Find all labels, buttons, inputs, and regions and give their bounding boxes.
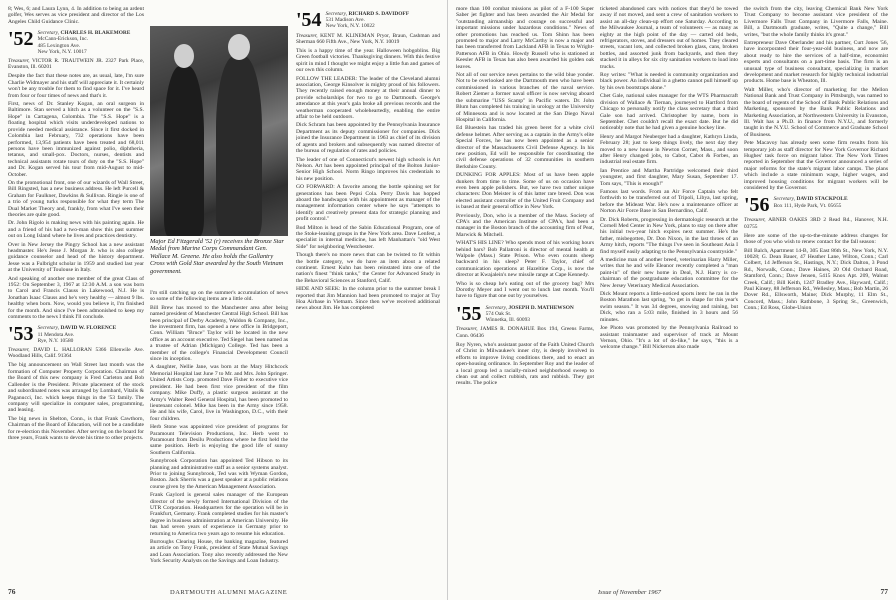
paragraph: And speaking of another one member of the great Class of 1952: On September 3, 1967 at 12:30 A.M. a son was born to Carol and Francis Clauss in Lakewood, N.J. He is Jonathan Isaac Clauss and he's very healthy — almost 9 lbs. healthy when born. Now, would you believe it, I'm finished for the month. And since I've been admonished to keep my comments to the news I think I'll conclude. [8, 275, 144, 321]
right-column-3 [744, 6, 888, 314]
secretary-name: CHARLES H. BLAKEMORE [60, 30, 131, 37]
paragraph: The big news in Shelton, Conn., is that Frank Cawthorn, Chairman of the Board of Education, will not be a candidate for re-election this November. After serving on the board for three years, Frank wants to devote his time to other projects. [8, 415, 144, 441]
treasurer-role: Treasurer, [8, 58, 30, 65]
treasurer-name: ABNER OAKES 3RD [768, 217, 821, 224]
class-year: '53 [8, 323, 34, 346]
address-line: McCann-Erickson, Inc. [37, 36, 89, 43]
officer-figure [164, 66, 204, 236]
page-number: 76 [8, 587, 16, 596]
class-year: '54 [296, 9, 322, 31]
paragraph: DUNKING FOR APPLES: Most of us have been apple dunkers from time to time. Some of us on occasion have even been apple polishers. But, we have two rather unique characters: Don Meister is of this latter rare breed. Don was elected assistant controller of the United Fruit Company and is based at their general office in New York. [456, 172, 594, 211]
treasurer-info [456, 326, 594, 338]
paragraph: Pete Macavoy has already seen some firm results from his temporary job as staff director for New York Governor Richard Hughes' task force on migrant labor. The New York Times reported in September that the Governor announced a series of major reforms for the state's migrant labor camps. The plans which include a state minimum wage, higher wages, and improved housing conditions for migrant workers will be considered by the Governor. [744, 140, 888, 191]
right-page [448, 0, 896, 600]
left-column-2 [150, 290, 288, 567]
class-header-53 [8, 325, 144, 344]
treasurer-info [296, 33, 440, 45]
address-line: New York, N.Y. 10022 [325, 23, 375, 30]
treasurer-name: DAVID L. HALLORAN [33, 347, 92, 354]
paragraph: Walt Miller, who's director of marketing for the Mellon National Bank and Trust Company in Pittsburgh, was named to the board of regents of the School of Bank Public Relations and Marketing, sponsored by the Bank Public Relations and Marketing Association, at Northwestern University in Evanston, Ill. Walt has a Ph.D. in finance from N.Y.U., and formerly taught in the N.Y.U. School of Commerce and Graduate School of Business. [744, 86, 888, 138]
secretary-name: DAVID W. FLORENCE [60, 325, 117, 332]
treasurer-role: Treasurer, [744, 217, 766, 224]
paragraph: more than 100 combat missions as pilot of a F-100 Super Saber jet fighter and has been awarded the Air Medal for "outstanding airmanship and courage on successful and important missions under hazardous conditions." News of other promotions has reached us. Tom Shinn has been promoted to major and Larry McCarthy is now a major and has been transferred from Lackland AFB in Texas to Wright-Patterson AFB in Ohio. Howdy Russell who is stationed at Keesler AFB in Texas has also been awarded his golden oak leaves. [456, 6, 594, 70]
face [228, 34, 250, 60]
secretary-role: Secretary, [773, 196, 796, 203]
treasurer-address: Pryor, Braun, Cashman and Sherman 660 Fifth Ave., New York, N.Y. 10019 [296, 32, 440, 45]
secretary-name: RICHARD S. DAVIDOFF [348, 11, 409, 17]
paragraph: Not all of our service news pertains to the wild blue yonder. Not to be overlooked are the Dartmouth men who have been commissioned in various branches of the naval service. Robert Ziemer a former naval officer is now serving aboard the submarine "USS Scamp" in Pacific waters. Dr. John Blum has completed his training in urology at the University of Minnesota and is now located at the San Diego Naval Hospital in California. [456, 72, 594, 123]
treasurer-role: Treasurer, [456, 326, 478, 333]
treasurer-info [8, 347, 144, 359]
paragraph: Who is so cheap he's eating out of the grocery bag? Mrs Dorothy Meyer and I went out to lunch last month. You'll have to figure that one out by yourselves. [456, 280, 594, 300]
treasurer-address: 2 Read Rd., Hanover, N.H. 03755 [744, 217, 888, 230]
magazine-title: DARTMOUTH ALUMNI MAGAZINE [170, 589, 288, 596]
secretary-role: Secretary, [37, 325, 60, 332]
paragraph: Frank Gaylord is general sales manager of the European director of the newly formed International Division of the UTR Corporation. Headquarters for the operation will be in Frankfurt, Germany. Frank completed studies for his master's degree in business administration at American University. He has had seven years of experience in Germany prior to returning to America two years ago to resume his education. [150, 492, 288, 537]
address-line: Winnetka, Ill. 60093 [485, 317, 530, 324]
paragraph: Bill Brew has moved to the Manchester area after being named president of Manchester Central High School. Bill has been principal of Derby Academy, Waldon & Company, Inc., the investment firm, has opened a new office in Bridgeport, Conn. William "Bruce" Taylor will be located in the new office as an account executive. Ted Siegel has been named as a trustee of Adrian (Michigan) College. Ted has been a member of the college's Financial Development Council since its inception. [150, 304, 288, 363]
paragraph: Roy Nyren, who's assistant pastor of the Faith United Church of Christ in Milwaukee's inner city, is deeply involved in efforts to improve living conditions there, and to enact an open-housing ordinance. In September Roy and the leader of a local group led a racially-mixed neighborhood sweep to clean out and collect rubbish, rats and rubbish. They got results. The police [456, 341, 594, 387]
treasurer-role: Treasurer, [296, 32, 318, 39]
secretary-info [326, 11, 409, 30]
treasurer-address: Box 194, Greens Farms, Conn. 06436 [456, 326, 594, 339]
secretary-role: Secretary, [485, 304, 508, 311]
paragraph: HIDE AND SEEK: In the column prior to the summer break I reported that Jim Mannion had been promoted to major at Tuy Hoa Airbase in Vietnam. Since then we've received additional news about Jim. He has completed [296, 286, 440, 312]
paragraph: WHAT'S HIS LINE? Who spends most of his working hours behind bars? Bob Pallatroni is director of mental health at Walpole (Mass.) State Prison. Who even counts sheep backward in his sleep? Peter F. Taylor, chief of communication operations at Hazeltine Corp., is now the director at Kwajalein's new missile range at Cape Kennedy. [456, 240, 594, 279]
right-column-1 [456, 6, 594, 389]
class-year: '56 [744, 194, 770, 217]
secretary-name: DAVID STACKPOLE [796, 196, 848, 203]
paragraph: The leader of one of Connecticut's newest high schools is Art Nelson. Art has been appointed principal of the Bolton Junior-Senior High School. Norm Ringo improves his credentials to his new position. [296, 156, 440, 182]
paragraph: Henry and Margot Neuberger had a daughter, Kathryn Linda, February 28; just to keep things lively, the next day they moved to a new house in Newton Corner, Mass., and soon after Henry changed jobs, to Cabot, Cabot & Forbes, an industrial real estate firm. [600, 133, 738, 166]
paragraph: Over in New Jersey the Pingry School has a new assistant headmaster. He's Jesse J. Morgan Jr. who is also college guidance counselor and head of the history department. Jesse was a Fulbright scholar in 1959 and studied last year at the University of Toulouse in Italy. [8, 241, 144, 274]
treasurer-info [744, 217, 888, 229]
class-header-52 [8, 30, 144, 55]
paragraph: Bud Milton is head of the Sabin Educational Program, one of the Stoke-leaning groups in the New York area. Dave Lenfest, a specialist in internal medicine, has left Manhattan's "old West Side" for neighboring Westchester. [296, 224, 440, 250]
paragraph: FOLLOW THE LEADER: The leader of the Cleveland alumni association, George Kinsolver is mighty proud of his followers. They recently raised enough money at their annual dinner to provide scholarships for two to go to Dartmouth. George's attendance at this year's gala broke all previous records and the weatherman cooperated wholeheartedly, enabling the entire affair to be held outdoors. [296, 75, 440, 121]
address-line: 531 Madison Ave. [325, 17, 365, 24]
secretary-info [38, 30, 131, 55]
address-line: Box 111, Hyde Park, Vt. 05655 [773, 202, 842, 209]
paragraph: 8; Wes, 6; and Laura Lynn, 4. In addition to being an ardent golfer, Wes serves as vice president and director of the Los Angeles Child Guidance Clinic. [8, 6, 144, 25]
paragraph: A daughter, Nellie Jane, was born at the Mary Hitchcock Memorial Hospital last June 7 to Mr. and Mrs. John Springer. United Artists Corp. promoted Dave Fisher to executive vice president. He had been first vice president of the film company. Mike Duffy, a plastic surgeon assistant at the Army's Walter Reed General Hospital, has been promoted to lieutenant colonel. Mike has been in the Army since 1958. He and his wife, Carol, live in Washington, D.C., with their four children. [150, 364, 288, 422]
paragraph: Chet Gale, national sales manager for the WTS Pharmacraft division of Wallace & Tiernan, journeyed to Hartford from Chicago to personally notify the class secretary that a third Gale son had arrived. Christopher by name, born in September. Chet couldn't recall the exact date. But he did noticeably note that he had given a genuine hockey line. [600, 93, 738, 132]
paragraph: Dick Mount reports a little-noticed sports item: he ran in the Boston Marathon last spring, "to get in shape for this year's swim season." It was 34 degrees, snowing and raining, but Dick, who ran a 5:03 mile, finished in 3 hours and 56 minutes. [600, 291, 738, 323]
paragraph: I'm still catching up on the summer's accumulation of news so some of the following items are a little old. [150, 290, 288, 303]
paragraph: Roy writes: "What is needed is community organization and black power. An individual in a ghetto cannot pull himself up by his own bootstraps alone." [600, 72, 738, 91]
paragraph: ticketed abandoned cars with notices that they'd be towed away if not moved, and sent a crew of sanitation workers to assist an all-day clean-up effort one Saturday. According to the Milwaukee Journal, a team of volunteers — as many as eighty at the high point of the day — carted old beds, refrigerators, stoves, and dressers out of homes. They cleared streets, vacant lots, and collected broken glass, cans, broken bottles, and assorted junk from backyards, and then they stacked it in alleys for six city sanitation workers to load into trucks. [600, 6, 738, 70]
secretary-role: Secretary, [325, 11, 348, 17]
paragraph: Bill Balch, Apartment 14-B, 305 East 86th St., New York, N.Y. 10028; G. Dean Bauer, 47 Heather Lane, Wilton, Conn.; Carl Colbert, 14 Jefferson St., Hastings, N.Y.; Dick Dalton, 3 Pond Rd., Norwalk, Conn.; Dave Haines, 20 Old Orchard Road, Stamford, Conn.; Dave Jensen, 5415 Knox Apt. 209, Walnut Creek, Calif.; Bill Keith, 1247 Bradley Ave., Hayward, Calif.; Paul Kinsey, 88 Jefferson Rd., Wellesley, Mass.; Bob Martin, 26 Dover Rd., Ellsworth, Maine; Dick Murphy, 11 Elm St., Concord, Mass.; John Rathbone, 3 Spring St., Greenwich, Conn.; Ed Ross, Globe-Union [744, 247, 888, 312]
page-number: 77 [880, 587, 888, 596]
treasurer-address: 5366 Ellenwile Ave. Woodland Hills, Calif. 91364 [8, 347, 144, 360]
paragraph: The big announcement on Wall Street last month was the formation of Computer Property Corporation. Chairman of the Board of this new company is Fred Carleton and Bob Callender is the President. Private placement of the stock and subordinated notes was arranged by Lombard, Vitalis & Paganucci, Inc. which keeps things in the '53 family. The company will specialize in computer sales, programming, and leasing. [8, 362, 144, 414]
secretary-info [486, 305, 574, 324]
paragraph: Here are some of the up-to-the-minute address changes for those of you who wish to renew contact for the fall season: [744, 232, 888, 246]
class-header-55 [456, 302, 594, 325]
paragraph: First, news of Dr. Stanley Kogan, an oral surgeon in Baltimore. Stan served a hitch as a volunteer on the "S.S. Hope" in Cartagena, Colombia. The "S.S. Hope" is a floating hospital which visits underdeveloped nations to provide needed medical assistance. Since it first docked in Colombia last February, 732 operations have been performed, 13,954 patients have been treated and 68,011 persons have been immunized against polio, diphtheria, tetanus, and small-pox. Doctors, nurses, dentists and technical assistants rotate tours of duty on the "S.S. Hope" and Dr. Kogan served his tour from mid-August to mid-October. [8, 101, 144, 178]
class-year: '52 [8, 28, 34, 51]
class-header-56 [744, 194, 888, 217]
secretary-info [774, 196, 848, 208]
address-line: 11 Mendota Ave. [37, 331, 75, 338]
class-year: '55 [456, 302, 482, 325]
paragraph: Sunnybrook Corporation has appointed Ted Hibson to its planning and administrative staff as a senior systems analyst. Prior to joining Sunnybrook, Ted was with Wyman Gordon, Boston. Jack Sherris was a guest speaker at a public relations course given by the American Management Association. [150, 458, 288, 490]
paragraph: Ed Bluestein has traded his green beret for a white civil defense helmet. After serving as a captain in the Army's elite Special Forces, he has now been appointed as a senior director of the Massachusetts Civil Defense Agency. In his new position, Ed will be responsible for coordinating the civil defense operations of 32 communities in southern Berkshire County. [456, 125, 594, 170]
address-line: 574 Oak St. [485, 311, 512, 318]
paragraph: Though there's no more news that can be twisted to fit within the bottle category, we do have an item about a related continent. Ernest Kuhn has been reinstated into one of the nation's finest "think tanks," the Center for Advanced Study in the Behavioral Sciences at Stanford, Calif. [296, 252, 440, 284]
paragraph: This is a happy time of the year. Halloween hobgoblins. Big Green football victories. Thanksgiving dinners. With this festive spirit in mind I thought we might enjoy a little fun and games of our own this column. [296, 48, 440, 74]
paragraph: Herb Stone was appointed vice president of programs for Paramount Television Productions, Inc. Herb went to Paramount from Desilu Productions where he first held the same position. Herb is enjoying the good life of sunny Southern California. [150, 424, 288, 456]
secretary-role: Secretary, [37, 30, 60, 37]
paragraph: Entrepreneur Dave Oberlander and his partner, Curt Jones '56, have incorporated their four-year-old business, and now are about ready to hire the services of a half-time, economist experts and consultants on a part-time basis. The firm is an unusual type of business consultant, specializing in market development and market research for highly technical industrial products. Home base is Wheaton, Ill. [744, 40, 888, 85]
treasurer-address: 2327 Park Place, Evanston, Ill. 60201 [8, 58, 144, 71]
treasurer-role: Treasurer, [8, 347, 30, 354]
paragraph: Previously, Don, who is a member of the Mass. Society of CPA's and the American Institute of CPA's, had been a manager in the Boston branch of the accounting firm of Peat, Marwick & Mitchell. [456, 212, 594, 238]
paragraph: On the promotional front, one of our wizards of Wall Street, Bill Ringsted, has a new business address. He left Purcell & Graham for Faulkner, Dawkins & Sullivan. Ringie is one of a trio of young turks responsible for what they term The Dual Market Theory and, frankly, from what I've seen their theories are quite good. [8, 179, 144, 218]
paragraph: Despite the fact that these notes are, as usual, late, I'm sure Charlie Widmayer and his staff will appreciate it. It certainly won't be any trouble for them to find space for it. I've heard from four or four times of news and that's it. [8, 73, 144, 99]
class-header-54 [296, 11, 440, 30]
treasurer-name: VICTOR R. TRAUTWEIN JR. [31, 58, 104, 65]
general-figure [216, 56, 262, 236]
photo-caption: Major Ed Fitzgerald '52 (r) receives the Bronze Star Medal from Marine Corps Commandant Gen. Wallace M. Greene. He also holds the Gallantry Cross with Gold Star awarded by the South Vietnam government. [150, 238, 285, 275]
address-line: Rye, N.Y. 10580 [37, 337, 74, 344]
address-line: New York, N.Y. 10017 [37, 48, 87, 55]
ceremony-photo [150, 26, 288, 236]
treasurer-name: KENT M. KLINEMAN [320, 32, 375, 39]
secretary-info [38, 325, 117, 344]
paragraph: Joe Photo was promoted by the Pennsylvania Railroad to assistant trainmaster and supervisor of track at Mount Vernon, Ohio. "It's a lot of do-like," he says, "this is a welcome change." Bill Nickerson also made [600, 325, 738, 351]
paragraph: Dr. John Rigolo is making news with his painting again. He and a friend of his had a two-man show this past summer out on Long Island where he lives and practices dentistry. [8, 220, 144, 240]
left-column-3 [296, 6, 440, 314]
face [174, 44, 194, 68]
paragraph: A medicine man of another breed, veterinarian Harry Miller, writes that he and wife Eleanor recently completed a "man paint-in" of their new home in Deal, N.J. Harry is co-chairman of the postgraduate education committee for the New Jersey Veterinary Medical Association. [600, 257, 738, 289]
right-column-2 [600, 6, 738, 353]
left-column-1 [8, 6, 144, 443]
left-footer [8, 587, 16, 596]
treasurer-info [8, 58, 144, 70]
paragraph: GO FORWARD: A favorite among the bottle spinning set for generations has been Pepsi Cola. Perry Davis has hopped aboard the bandwagon with his appointment as manager of the management information center where he says "attempts to identify and creatively present data for strategic planning and profit control." [296, 184, 440, 223]
issue-date: Issue of November 1967 [598, 589, 662, 596]
paragraph: Ian Prentice and Martha Partridge welcomed their third youngster, and first daughter, Mary Susan, September 17. Tom says, "This is enough!" [600, 167, 738, 187]
address-line: 485 Lexington Ave. [37, 42, 81, 49]
paragraph: the switch from the city, leaving Chemical Bank New York Trust Company to become assistant vice president of the Livermore Falls Trust Company in Livermore Falls, Maine. Bill, a Dartmouth graduate, writes, "Quite a change," Bill writes, "but the whole family thinks it's great." [744, 6, 888, 38]
secretary-name: JOSEPH D. MATHEWSON [508, 304, 574, 311]
paragraph: Burroughs Clearing House, the banking magazine, featured an article on Tony Frank, president of State Mutual Savings and Loan Association. Tony also recently addressed the New York Security Analysts on the Savings and Loan Industry. [150, 539, 288, 565]
paragraph: Famous last words. From an Air Force Captain who felt forthwith to be transferred out of Tripoli, Libya, last spring, before the Mideast War. He's now a maintenance officer at Norton Air Force Base in San Bernardino, Calif. [600, 188, 738, 215]
paragraph: Dick Schram has been appointed by the Pennsylvania Insurance Department as its deputy commissioner for companies. Dick joined the Insurance Department in 1963 as chief of its division of agents and brokers and subsequently was named director of the bureau of regulation of rates and policies. [296, 122, 440, 155]
right-footer [881, 587, 889, 596]
treasurer-name: JAMES R. DONAHUE [480, 326, 535, 333]
paragraph: Dr. Dick Roberts, progressing in dermatologic research at the Cornell Med Center in New York, plans to stay on there after his initial two-year hitch expires next summer. He's the father, misbegotten, Dr. Don Nixon, in the last throes of an Army hitch, reports "The things I've seen in Southeast Asia I find myself easily adapting to the Pennsylvania countryside." [600, 216, 738, 255]
